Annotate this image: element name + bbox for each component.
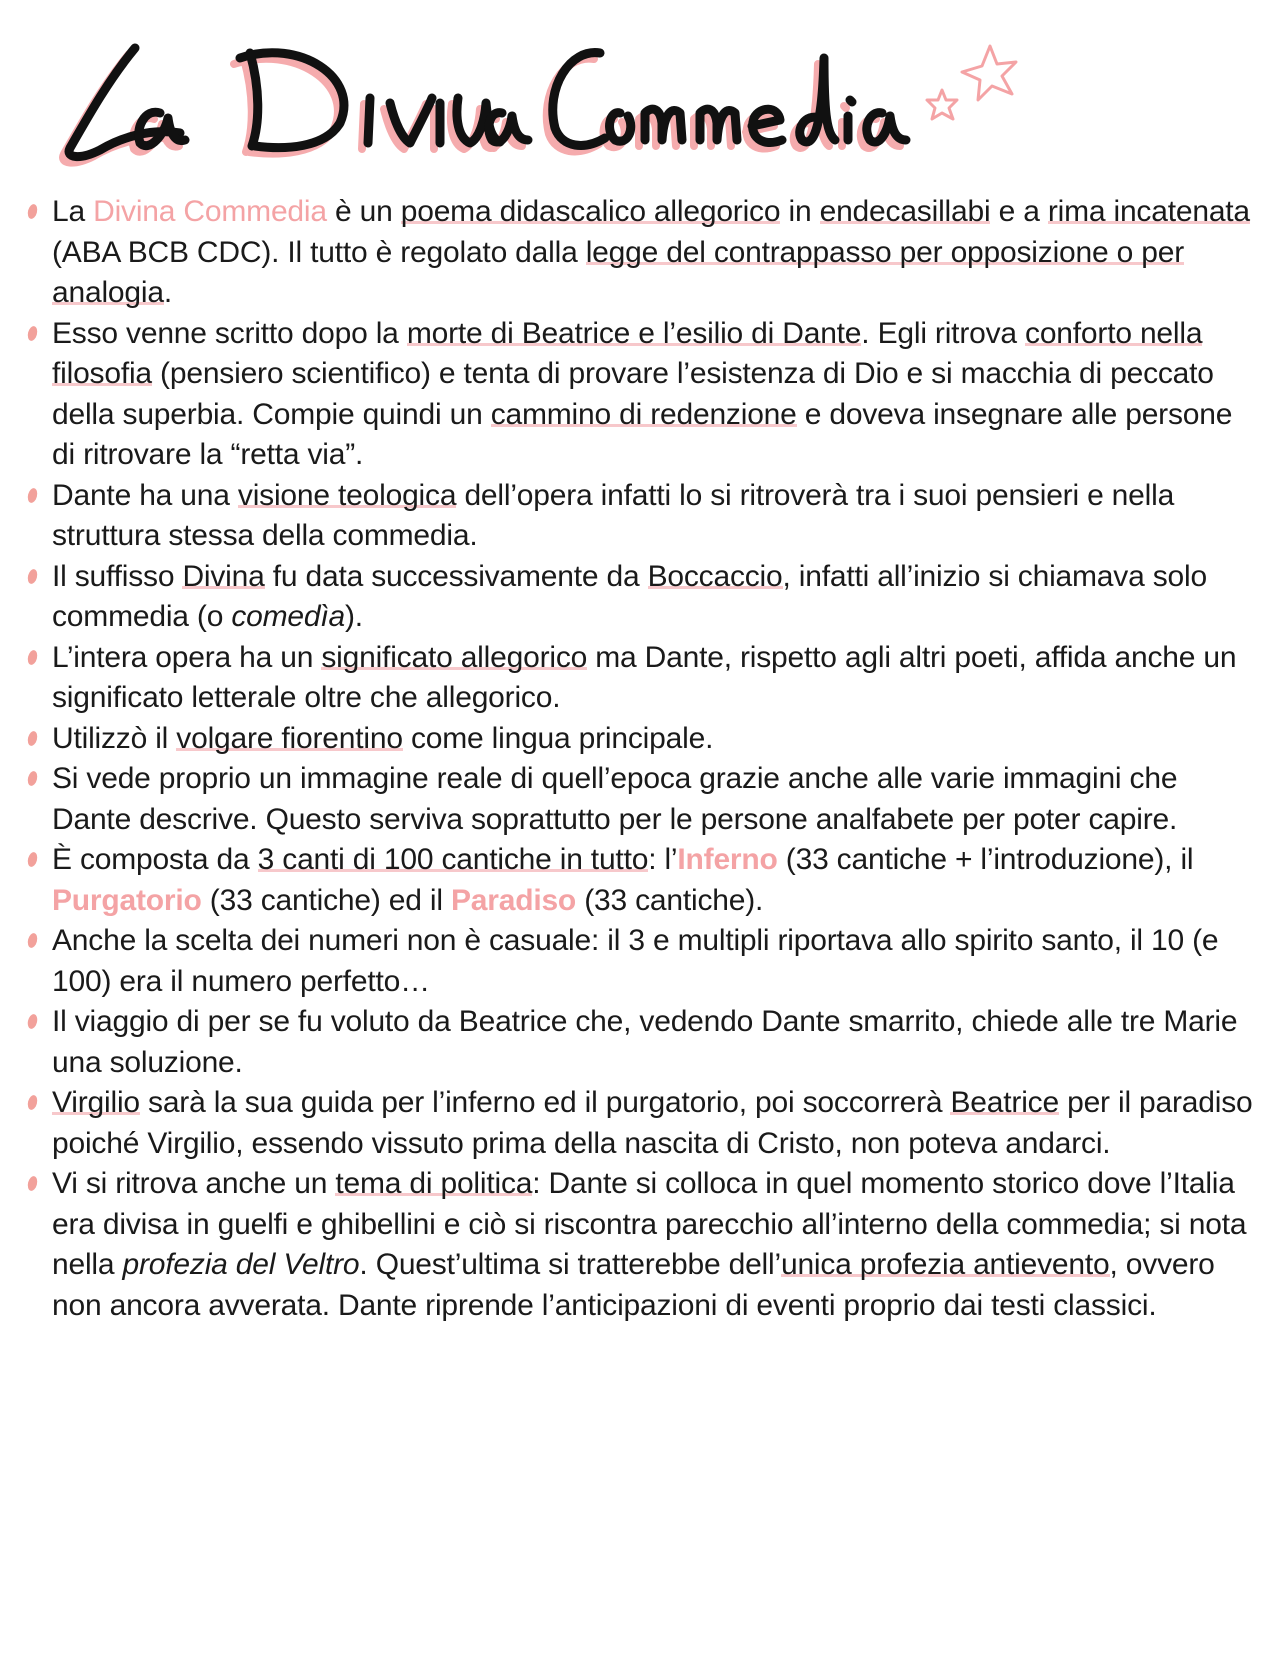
bullet-dot-icon bbox=[26, 1094, 38, 1111]
underlined-term: significato allegorico bbox=[321, 640, 588, 674]
underlined-term: cammino di redenzione bbox=[490, 397, 797, 431]
bullet-dot-icon bbox=[26, 770, 38, 787]
underlined-term: legge del contrappasso per opposizione o per analogia bbox=[52, 235, 1185, 309]
note-item-guides: Virgilio sarà la sua guida per l’inferno ed il purgatorio, poi soccorrerà Beatrice per il paradiso poiché Virgilio, essendo vissuto prima della nascita di Cristo, non poteva andarci. bbox=[0, 1083, 1280, 1164]
underlined-term: Virgilio bbox=[52, 1086, 140, 1119]
highlight-term-inferno: Inferno bbox=[677, 843, 778, 876]
note-item-imagery: Si vede proprio un immagine reale di quell’epoca grazie anche alle varie immagini che Dante descrive. Questo serviva soprattutto per le persone analfabete per poter capire. bbox=[0, 759, 1280, 840]
note-item-journey: Il viaggio di per se fu voluto da Beatrice che, vedendo Dante smarrito, chiede alle tre Marie una soluzione. bbox=[0, 1002, 1280, 1083]
bullet-dot-icon bbox=[26, 568, 38, 585]
underlined-term: endecasillabi bbox=[819, 195, 991, 228]
note-item-origin: Esso venne scritto dopo la morte di Beatrice e l’esilio di Dante. Egli ritrova conforto nella filosofia (pensiero scientifico) e tenta di provare l’esistenza di Dio e si macchia di peccato della superbia. Compie quindi un cammino di redenzione e doveva insegnare alle persone di ritrovare la “retta via”. bbox=[0, 314, 1280, 476]
bullet-dot-icon bbox=[26, 1013, 38, 1030]
note-item-theology: Dante ha una visione teologica dell’opera infatti lo si ritroverà tra i suoi pensieri e nella struttura stessa della commedia. bbox=[0, 476, 1280, 557]
note-item-structure: È composta da 3 canti di 100 cantiche in tutto: l’Inferno (33 cantiche + l’introduzione), il Purgatorio (33 cantiche) ed il Paradiso (33 cantiche). bbox=[0, 840, 1280, 921]
note-item-language: Utilizzò il volgare fiorentino come lingua principale. bbox=[0, 719, 1280, 760]
underlined-term: 3 canti di 100 cantiche in tutto bbox=[257, 843, 649, 876]
underlined-term: unica profezia antievento bbox=[780, 1248, 1110, 1281]
note-item-politics: Vi si ritrova anche un tema di politica: Dante si colloca in quel momento storico dove l’Italia era divisa in guelfi e ghibellini e ciò si riscontra parecchio all’interno della commedia; si nota nella profezia del Veltro. Quest’ultima si tratterebbe dell’unica profezia antievento, ovvero non ancora avverata. Dante riprende l’anticipazioni di eventi proprio dai testi classici. bbox=[0, 1164, 1280, 1326]
italic-term: comedìa bbox=[231, 600, 346, 633]
underlined-term: rima incatenata bbox=[1047, 195, 1250, 228]
bullet-dot-icon bbox=[26, 932, 38, 949]
handwritten-title bbox=[40, 18, 920, 168]
underlined-term: Boccaccio bbox=[647, 559, 783, 593]
highlight-term-paradiso: Paradiso bbox=[450, 883, 577, 917]
bullet-dot-icon bbox=[26, 730, 38, 747]
note-item-meter: La Divina Commedia è un poema didascalico allegorico in endecasillabi e a rima incatenata (ABA BCB CDC). Il tutto è regolato dalla legge del contrappasso per opposizione o per analogia. bbox=[0, 192, 1280, 314]
underlined-term: visione teologica bbox=[237, 478, 457, 512]
underlined-term: conforto nella filosofia bbox=[52, 316, 1203, 390]
highlight-term-purgatorio: Purgatorio bbox=[52, 883, 202, 917]
underlined-term: poema didascalico allegorico bbox=[400, 195, 781, 228]
bullet-dot-icon bbox=[26, 1175, 38, 1192]
underlined-term: tema di politica bbox=[335, 1167, 533, 1200]
bullet-dot-icon bbox=[26, 325, 38, 342]
page-header bbox=[40, 18, 1020, 168]
underlined-term: Beatrice bbox=[950, 1086, 1059, 1119]
notes-list bbox=[0, 192, 1280, 1326]
bullet-dot-icon bbox=[26, 203, 38, 220]
bullet-dot-icon bbox=[26, 487, 38, 504]
star-doodle-icon bbox=[920, 38, 1030, 138]
bullet-dot-icon bbox=[26, 649, 38, 666]
note-item-allegory: L’intera opera ha un significato allegorico ma Dante, rispetto agli altri poeti, affida anche un significato letterale oltre che allegorico. bbox=[0, 638, 1280, 719]
note-item-suffix: Il suffisso Divina fu data successivamente da Boccaccio, infatti all’inizio si chiamava solo commedia (o comedìa). bbox=[0, 557, 1280, 638]
underlined-term: Divina bbox=[182, 559, 265, 593]
highlight-term: Divina Commedia bbox=[93, 195, 327, 228]
note-item-numbers: Anche la scelta dei numeri non è casuale: il 3 e multipli riportava allo spirito santo, il 10 (e 100) era il numero perfetto… bbox=[0, 921, 1280, 1002]
underlined-term: morte di Beatrice e l’esilio di Dante bbox=[406, 316, 862, 350]
bullet-dot-icon bbox=[26, 851, 38, 868]
italic-term: profezia del Veltro bbox=[122, 1248, 360, 1281]
underlined-term: volgare fiorentino bbox=[176, 721, 403, 755]
